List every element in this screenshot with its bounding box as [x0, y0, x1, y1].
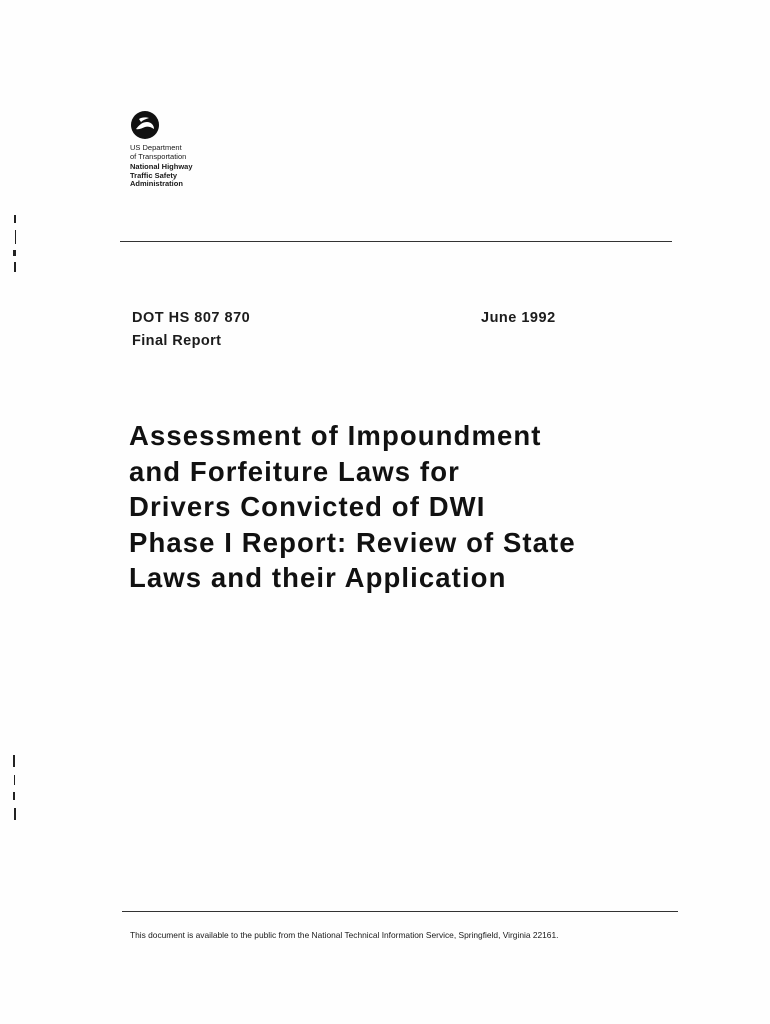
title-line: Laws and their Application: [129, 562, 507, 593]
report-title: [129, 418, 576, 596]
scan-mark: [14, 808, 16, 820]
bottom-divider: [122, 911, 678, 912]
title-line: Phase I Report: Review of State: [129, 526, 576, 558]
report-type: Final Report: [132, 333, 222, 349]
scan-mark: [14, 215, 16, 223]
dot-emblem-icon: [130, 110, 160, 140]
report-number: DOT HS 807 870: [132, 310, 251, 326]
scan-mark: [13, 250, 16, 256]
administration-name: [130, 163, 193, 189]
administration-line: Administration: [130, 179, 183, 189]
report-date: June 1992: [481, 310, 556, 326]
title-line: and Forfeiture Laws for: [129, 455, 460, 487]
scan-mark: [13, 755, 15, 767]
administration-line: National Highway: [130, 162, 193, 172]
agency-block: [130, 144, 193, 189]
department-line: US Department: [130, 143, 182, 152]
scan-mark: [14, 775, 15, 785]
title-line: Drivers Convicted of DWI: [129, 491, 486, 522]
availability-notice: This document is available to the public from the National Technical Information Service, Springfield, Virginia 22161.: [130, 930, 559, 940]
scan-mark: [14, 262, 16, 272]
department-line: of Transportation: [130, 151, 187, 161]
top-divider: [120, 241, 672, 242]
administration-line: Traffic Safety: [130, 170, 178, 180]
scan-mark: [13, 792, 15, 800]
department-name: [130, 144, 193, 161]
scan-mark: [15, 230, 16, 244]
title-line: Assessment of Impoundment: [129, 420, 542, 451]
